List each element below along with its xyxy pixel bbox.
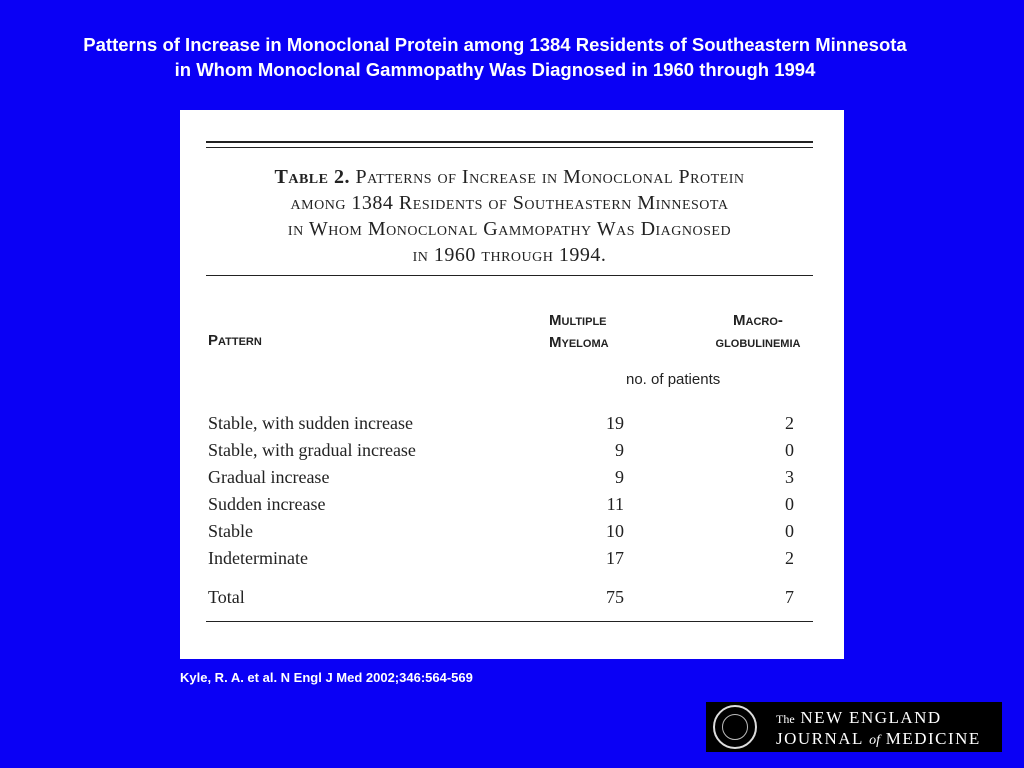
table-row (208, 545, 808, 572)
col-header-mm-line-2: Myeloma (549, 334, 609, 351)
cell-multiple-myeloma: 75 (606, 587, 624, 607)
col-header-mac-line-2: globulinemia (715, 334, 801, 351)
col-header-pattern: Pattern (208, 332, 262, 349)
table-row (208, 464, 808, 491)
caption-rule (206, 275, 813, 276)
cell-macroglobulinemia: 0 (785, 521, 794, 541)
col-header-macroglobulinemia (703, 310, 813, 354)
citation: Kyle, R. A. et al. N Engl J Med 2002;346:564-569 (180, 670, 473, 685)
cell-macroglobulinemia: 7 (785, 587, 794, 607)
cell-multiple-myeloma: 17 (606, 548, 624, 568)
units-subheader: no. of patients (626, 371, 721, 388)
cell-macroglobulinemia: 0 (785, 494, 794, 514)
cell-multiple-myeloma: 9 (615, 467, 624, 487)
logo-medicine: MEDICINE (885, 729, 981, 748)
table-caption (206, 164, 813, 268)
table-row (208, 518, 808, 545)
cell-pattern: Stable, with sudden increase (208, 413, 413, 433)
cell-macroglobulinemia: 3 (785, 467, 794, 487)
cell-multiple-myeloma: 9 (615, 440, 624, 460)
bottom-rule (206, 621, 813, 622)
logo-the: The (776, 712, 795, 726)
cell-macroglobulinemia: 2 (785, 413, 794, 433)
table-row (208, 491, 808, 518)
col-header-mac-line-1: Macro- (733, 312, 783, 329)
table-caption-line-1: Patterns of Increase in Monoclonal Protein (355, 166, 745, 188)
logo-of: of (869, 733, 880, 748)
cell-macroglobulinemia: 2 (785, 548, 794, 568)
nejm-logo (706, 702, 1002, 752)
cell-multiple-myeloma: 10 (606, 521, 624, 541)
table-row-total (208, 584, 808, 611)
table-number: Table 2. (274, 166, 350, 188)
cell-pattern: Stable (208, 521, 253, 541)
cell-multiple-myeloma: 11 (606, 494, 624, 514)
slide-title-line-2: in Whom Monoclonal Gammopathy Was Diagnosed in 1960 through 1994 (174, 59, 816, 80)
cell-pattern: Sudden increase (208, 494, 326, 514)
cell-pattern: Indeterminate (208, 548, 308, 568)
table-image (180, 110, 844, 659)
table-row (208, 437, 808, 464)
col-header-multiple-myeloma (549, 310, 609, 354)
col-header-mm-line-1: Multiple (549, 312, 607, 329)
table-caption-line-2: among 1384 Residents of Southeastern Minnesota (290, 192, 729, 214)
logo-new-england: NEW ENGLAND (800, 708, 942, 727)
table-caption-line-4: in 1960 through 1994. (412, 244, 607, 266)
cell-multiple-myeloma: 19 (606, 413, 624, 433)
logo-journal: JOURNAL (776, 729, 864, 748)
cell-pattern: Gradual increase (208, 467, 330, 487)
nejm-seal-icon (713, 705, 757, 749)
cell-macroglobulinemia: 0 (785, 440, 794, 460)
top-double-rule-1 (206, 141, 813, 143)
slide-title-line-1: Patterns of Increase in Monoclonal Protein among 1384 Residents of Southeastern Minnesota (83, 34, 907, 55)
table-row (208, 410, 808, 437)
slide-title (0, 32, 990, 82)
table-caption-line-3: in Whom Monoclonal Gammopathy Was Diagnosed (287, 218, 732, 240)
cell-pattern: Total (208, 587, 245, 607)
nejm-wordmark (776, 708, 981, 751)
top-double-rule-2 (206, 147, 813, 148)
cell-pattern: Stable, with gradual increase (208, 440, 416, 460)
